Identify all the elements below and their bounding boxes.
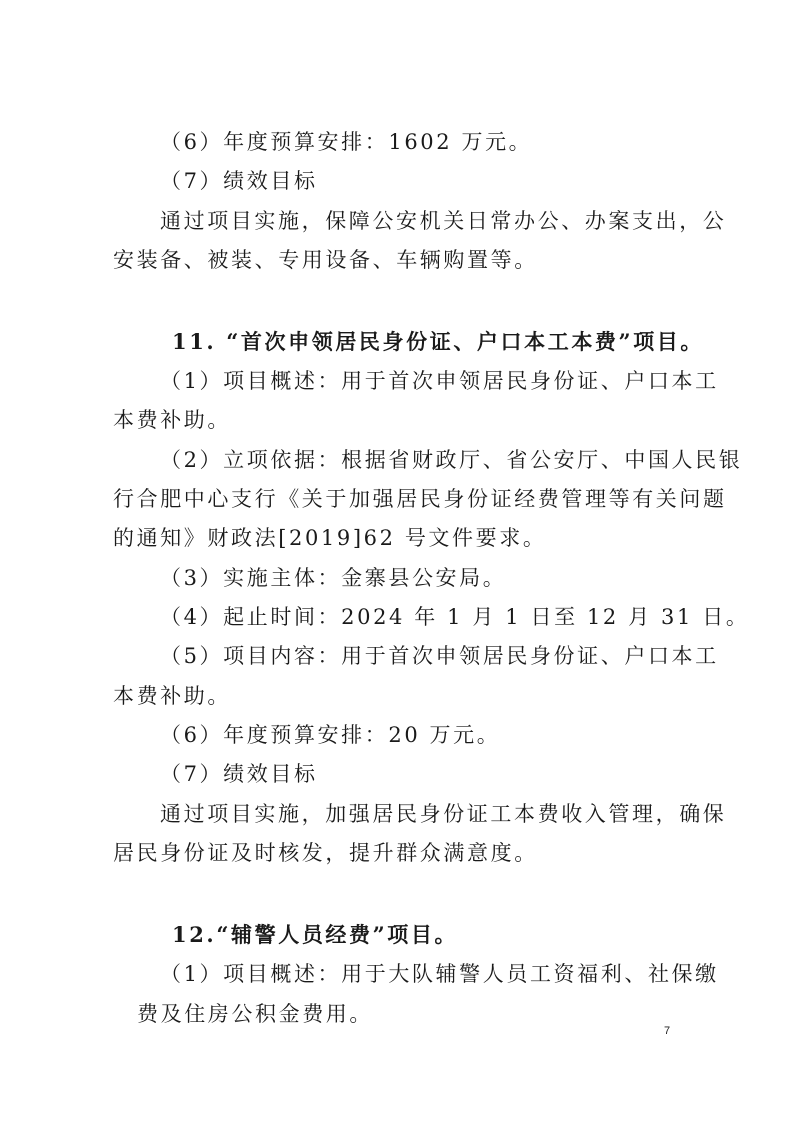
section-11-performance-heading: （7）绩效目标 — [160, 762, 318, 786]
section-11-content-1: （5）项目内容：用于首次申领居民身份证、户口本工 — [160, 644, 719, 668]
performance-target-heading-1: （7）绩效目标 — [160, 169, 318, 193]
section-12-overview-2: 费及住房公积金费用。 — [137, 1002, 373, 1026]
page-number: 7 — [664, 1025, 671, 1037]
section-11-basis-3: 的通知》财政法[2019]62 号文件要求。 — [113, 526, 547, 550]
section-11-content-2: 本费补助。 — [113, 684, 231, 708]
section-12-overview-1: （1）项目概述：用于大队辅警人员工资福利、社保缴 — [160, 962, 719, 986]
section-11-title: 11. “首次申领居民身份证、户口本工本费”项目。 — [172, 329, 705, 354]
section-12-title: 12.“辅警人员经费”项目。 — [172, 922, 459, 947]
section-11-basis-1: （2）立项依据：根据省财政厅、省公安厅、中国人民银 — [160, 448, 743, 472]
budget-line-1: （6）年度预算安排：1602 万元。 — [160, 130, 533, 154]
performance-target-text-1b: 安装备、被装、专用设备、车辆购置等。 — [113, 248, 538, 272]
performance-target-text-1a: 通过项目实施，保障公安机关日常办公、办案支出，公 — [160, 209, 727, 233]
section-11-overview-1: （1）项目概述：用于首次申领居民身份证、户口本工 — [160, 369, 719, 393]
section-11-basis-2: 行合肥中心支行《关于加强居民身份证经费管理等有关问题 — [113, 487, 727, 511]
section-11-performance-text-1: 通过项目实施，加强居民身份证工本费收入管理，确保 — [160, 802, 727, 826]
section-11-overview-2: 本费补助。 — [113, 408, 231, 432]
section-11-implementer: （3）实施主体：金寨县公安局。 — [160, 566, 507, 590]
section-11-performance-text-2: 居民身份证及时核发，提升群众满意度。 — [113, 841, 538, 865]
section-11-period: （4）起止时间：2024 年 1 月 1 日至 12 月 31 日。 — [160, 605, 750, 629]
section-11-budget: （6）年度预算安排：20 万元。 — [160, 723, 501, 747]
